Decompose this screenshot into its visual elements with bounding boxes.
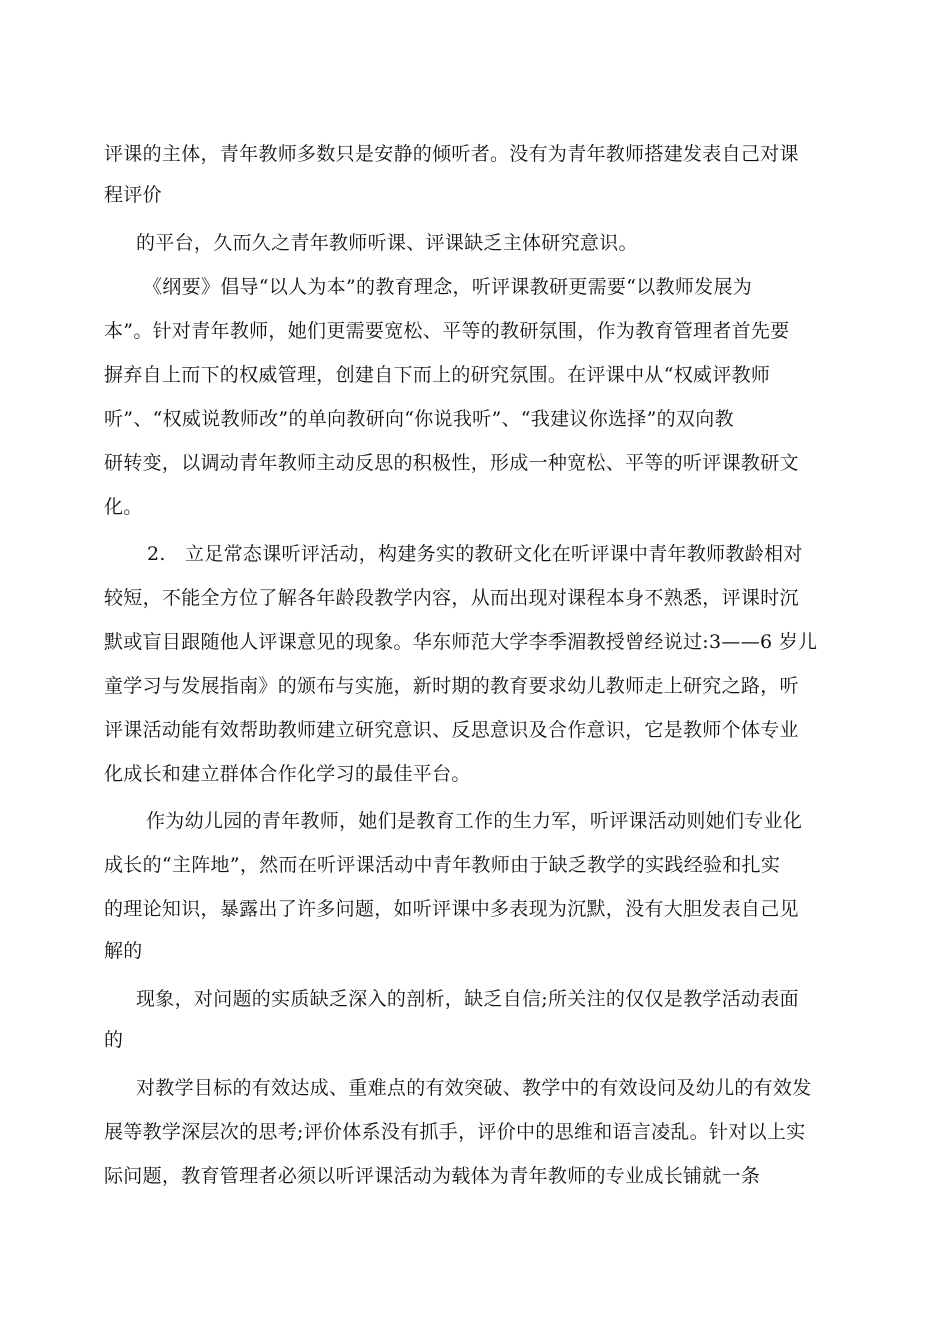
text-line: 童学习与发展指南》的颁布与实施，新时期的教育要求幼儿教师走上研究之路，听 [104, 675, 799, 697]
text-line: 解的 [104, 940, 143, 962]
text-line: 化成长和建立群体合作化学习的最佳平台。 [104, 763, 471, 785]
text-line: 对教学目标的有效达成、重难点的有效突破、教学中的有效设问及幼儿的有效发 [136, 1077, 812, 1099]
text-line: 现象，对问题的实质缺乏深入的剖析，缺乏自信;所关注的仅仅是教学活动表面 [136, 988, 799, 1010]
text-line: 较短，不能全方位了解各年龄段教学内容，从而出现对课程本身不熟悉，评课时沉 [104, 587, 799, 609]
text-line: 的 [104, 1029, 124, 1051]
text-line: 2. 立足常态课听评活动，构建务实的教研文化在听评课中青年教师教龄相对 [147, 543, 803, 565]
text-line: 本”。针对青年教师，她们更需要宽松、平等的教研氛围，作为教育管理者首先要 [104, 320, 790, 342]
text-line: 听”、“权威说教师改”的单向教研向“你说我听”、“我建议你选择”的双向教 [104, 408, 734, 430]
text-line: 作为幼儿园的青年教师，她们是教育工作的生力军，听评课活动则她们专业化 [146, 810, 803, 832]
text-line: 评课的主体，青年教师多数只是安静的倾听者。没有为青年教师搭建发表自己对课 [104, 143, 799, 165]
text-line: 《纲要》倡导“以人为本”的教育理念，听评课教研更需要“以教师发展为 [143, 276, 753, 298]
text-line: 成长的“主阵地”，然而在听评课活动中青年教师由于缺乏教学的实践经验和扎实 [104, 854, 781, 876]
text-line: 的理论知识，暴露出了许多问题，如听评课中多表现为沉默，没有大胆发表自己见 [104, 898, 799, 920]
text-line: 研转变，以调动青年教师主动反思的积极性，形成一种宽松、平等的听评课教研文 [104, 452, 799, 474]
text-line: 程评价 [104, 184, 162, 206]
text-line: 际问题，教育管理者必须以听评课活动为载体为青年教师的专业成长铺就一条 [104, 1165, 761, 1187]
text-line: 摒弃自上而下的权威管理，创建自下而上的研究氛围。在评课中从“权威评教师 [104, 364, 771, 386]
text-line: 默或盲目跟随他人评课意见的现象。华东师范大学李季湄教授曾经说过:3——6 岁儿 [104, 631, 818, 653]
text-line: 评课活动能有效帮助教师建立研究意识、反思意识及合作意识，它是教师个体专业 [104, 719, 799, 741]
text-line: 化。 [104, 496, 143, 518]
text-line: 的平台，久而久之青年教师听课、评课缺乏主体研究意识。 [136, 232, 638, 254]
text-line: 展等教学深层次的思考;评价体系没有抓手，评价中的思维和语言凌乱。针对以上实 [104, 1121, 806, 1143]
